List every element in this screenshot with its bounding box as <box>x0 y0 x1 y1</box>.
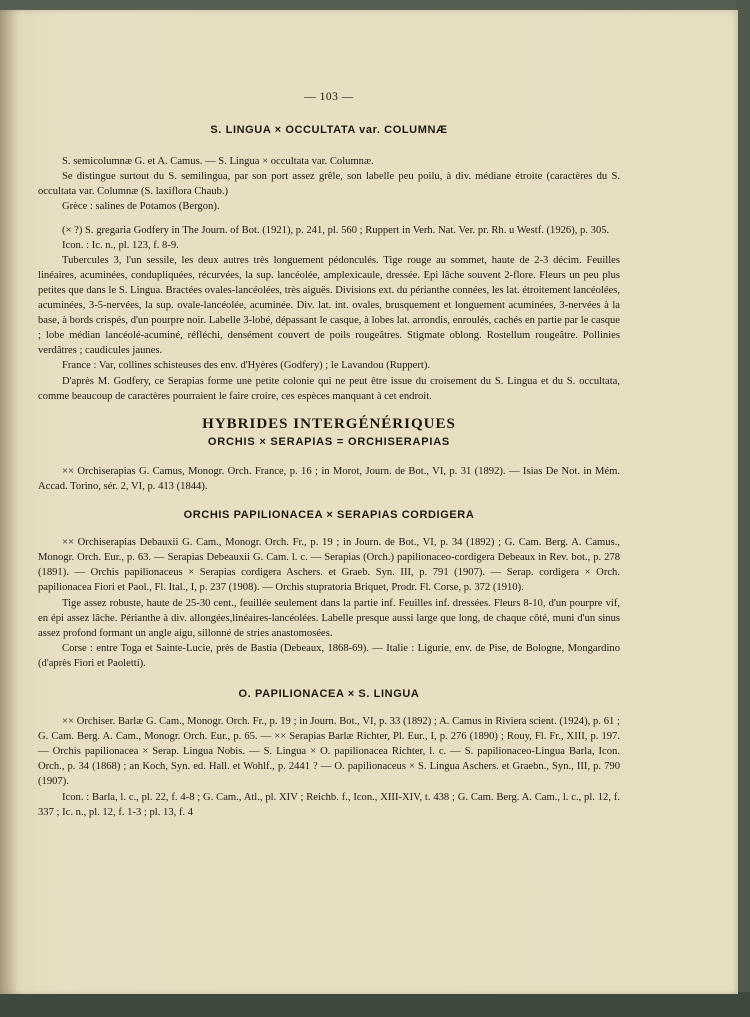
section-subtitle-orchiserapias: ORCHIS × SERAPIAS = ORCHISERAPIAS <box>207 435 451 448</box>
page-gutter-shadow <box>0 10 18 994</box>
paragraph-locality-grece: Grèce : salines de Potamos (Bergon). <box>62 201 220 213</box>
paragraph-tubercules: Tubercules 3, l'un sessile, les deux autres très longuement pédonculés. Tige rouge au sommet, haute de 2-3 décim. Feuilles linéaires, acuminées, condupliquées, récurvées, la sup. lancéolée, amplexicaule, dressée. Epi lâche souvent 2-flore. Fleurs un peu plus petites que dans le S. Lingua. Bractées ovales-lancéolées, très aiguës. Divisions ext. du périanthe connées, les lat. étroitement lancéolées, acuminées, 3-5-nervées, la sup. ovale-lancéolée, acuminée. Div. lat. int. ovales, brusquement et longuement acuminées, 3-nervées à la base, à bords crispés, d'un pourpre noir. Labelle 3-lobé, dépassant le casque, à lobes lat. arrondis, enroulés, cachés en partie par le casque ; lobe médian lancéolé-acuminé, réfléchi, densément couvert de poils rougeâtres. Stigmate oblong. Rostellum rougeâtre. Pollinies verdâtres ; caudicules jaunes. <box>38 254 620 357</box>
paragraph-semicolumnae: S. semicolumnæ G. et A. Camus. — S. Lingua × occultata var. Columnæ. <box>62 156 374 168</box>
page-number: — 103 — <box>304 91 354 103</box>
paragraph-locality-france: France : Var, collines schisteuses des env. d'Hyères (Godfery) ; le Lavandou (Ruppert). <box>62 360 431 372</box>
section-heading-papilionacea-cordigera: ORCHIS PAPILIONACEA × SERAPIAS CORDIGERA <box>183 509 475 522</box>
paragraph-orchiserapias: ×× Orchiserapias G. Camus, Monogr. Orch. France, p. 16 ; in Morot, Journ. de Bot., VI, p. 31 (1892). — Isias De Not. in Mém. Accad. Torino, sér. 2, VI, p. 413 (1844). <box>38 465 620 492</box>
paragraph-icon: Icon. : Ic. n., pl. 123, f. 8-9. <box>62 239 179 251</box>
paragraph-icon-barla: Icon. : Barla, l. c., pl. 22, f. 4-8 ; G. Cam., Atl., pl. XIV ; Reichb. f., Icon., XIII-XIV, t. 438 ; G. Cam. Berg. A. Cam., l. c., pl. 12, f. 337 ; Ic. n., pl. 12, f. 1-3 ; pl. 13, f. 4 <box>38 791 620 818</box>
background-board-edge <box>736 0 750 1017</box>
paragraph-tige: Tige assez robuste, haute de 25-30 cent., feuillée seulement dans la partie inf. Feuilles inf. dressées. Fleurs 8-10, d'un pourpre vif, en épi assez lâche. Périanthe à div. allongées,linéaires-lancéolées. Labelle presque aussi large que long, de chaque côté, muni d'un sinus assez profond formant un angle aigu, sillonné de stries anastomosées. <box>38 597 620 639</box>
paragraph-locality-corse: Corse : entre Toga et Sainte-Lucie, près de Bastia (Debeaux, 1868-69). — Italie : Ligurie, env. de Pise, de Bologne, Mongardino (d'après Fiori et Paoletti). <box>38 642 620 669</box>
background-board-bottom <box>0 992 750 1017</box>
paragraph-debauxii: ×× Orchiserapias Debauxii G. Cam., Monogr. Orch. Fr., p. 19 ; in Journ. de Bot., VI, p. 34 (1892) ; G. Cam. Berg. A. Camus., Monogr. Orch. Eur., p. 63. — Serapias Debeauxii G. Cam. l. c. — Serapias (Orch.) papilionaceo-cordigera Debeaux in Rev. bot., p. 278 (1891). — Orchis papilionaceus × Serapias cordigera Aschers. et Graeb. Syn. III, p. 791 (1907). — Serap. cordigera × Orch. papilionacea Fiori et Paol., Fl. Ital., I, p. 237 (1908). — Orchis stupratoria Briquet, Prodr. Fl. Corse, p. 372 (1910). <box>38 537 620 594</box>
paragraph-godfery: D'après M. Godfery, ce Serapias forme une petite colonie qui ne peut être issue du croisement du S. Lingua et du S. occultata, comme beaucoup de caractères pourraient le faire croire, ces espèces manquant à cet endroit. <box>38 375 620 402</box>
paragraph-description: Se distingue surtout du S. semilingua, par son port assez grêle, son labelle peu poilu, à div. médiane étroite (caractères du S. occultata var. Columnæ (S. laxiflora Chaub.) <box>38 171 620 198</box>
section-title-hybrides: HYBRIDES INTERGÉNÉRIQUES <box>202 415 456 432</box>
paragraph-barlae: ×× Orchiser. Barlæ G. Cam., Monogr. Orch. Fr., p. 19 ; in Journ. Bot., VI, p. 33 (1892) ; A. Camus in Riviera scient. (1924), p. 61 ; G. Cam. Berg. A. Cam., Monogr. Orch. Eur., p. 65. — ×× Serapias Barlæ Richter, Pl. Eur., I, p. 276 (1890) ; Rouy, Fl. Fr., XIII, p. 197. — Orchis papilionacea × Serap. Lingua Nobis. — S. Lingua × O. papilionacea Richter, l. c. — S. papilionaceo-Lingua Barla, Icon. Orch., p. 34 (1868) ; an Koch, Syn. ed. Hall. et Wohlf., p. 2441 ? — O. papilionaceus × S. Lingua Aschers. et Graebn., Syn., III, p. 790 (1907). <box>38 716 620 788</box>
paragraph-gregaria: (× ?) S. gregaria Godfery in The Journ. of Bot. (1921), p. 241, pl. 560 ; Ruppert in Verh. Nat. Ver. pr. Rh. u Westf. (1926), p. 305. <box>62 224 610 236</box>
section-heading-papilionacea-lingua: O. PAPILIONACEA × S. LINGUA <box>238 688 420 700</box>
page-text <box>38 90 620 820</box>
section-heading-lingua-occultata: S. LINGUA × OCCULTATA var. COLUMNÆ <box>210 124 448 137</box>
